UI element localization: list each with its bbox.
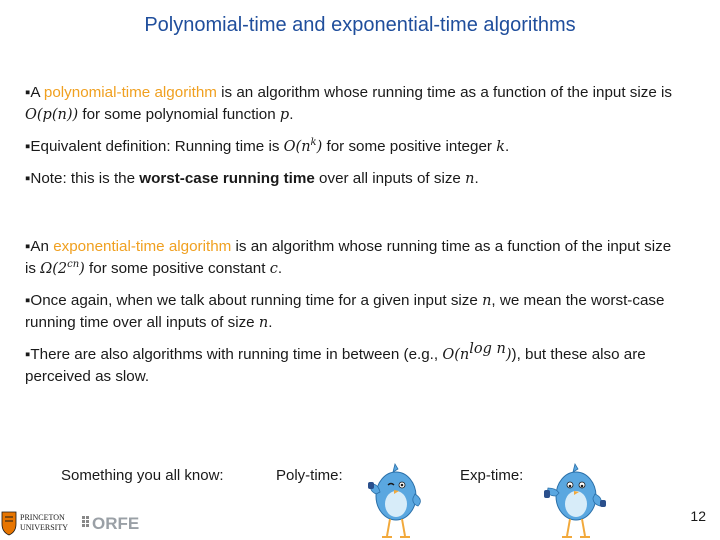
bullet-end: . xyxy=(474,170,479,187)
math-k: k xyxy=(496,139,505,155)
bullet-group-exponential xyxy=(25,236,675,398)
bullet-in-between xyxy=(25,341,675,388)
orfe-text: ORFE xyxy=(92,514,140,533)
bullet-text: ▪A xyxy=(25,84,44,101)
math-omega-2-cn xyxy=(40,261,85,277)
princeton-line2: UNIVERSITY xyxy=(20,523,68,532)
math-sup: k xyxy=(310,137,317,149)
math-n-log-n xyxy=(442,341,512,363)
slide-title: Polynomial-time and exponential-time algorithms xyxy=(144,14,576,36)
sad-bird-icon xyxy=(540,460,610,540)
math-o-p-n: O(p(n)) xyxy=(25,107,79,123)
math-c: c xyxy=(269,261,278,277)
bullet-poly-definition xyxy=(25,82,675,126)
math-close: ) xyxy=(505,347,512,363)
math-n: n xyxy=(482,293,492,309)
math-base: O(n xyxy=(283,139,311,155)
orfe-logo xyxy=(80,510,148,534)
bullet-note-worst-case xyxy=(25,168,675,190)
term-worst-case: worst-case running time xyxy=(139,170,315,187)
bullet-text: for some polynomial function xyxy=(78,106,280,123)
footer-label-know: Something you all know: xyxy=(61,467,224,484)
bullet-text: ▪There are also algorithms with running time in between (e.g., xyxy=(25,346,443,363)
math-base: O(n xyxy=(442,347,470,363)
term-exponential-time: exponential-time algorithm xyxy=(53,238,232,255)
math-close: ) xyxy=(316,139,323,155)
bullet-text: ▪Once again, when we talk about running time for a given input size xyxy=(25,292,483,309)
math-o-n-k xyxy=(284,139,323,155)
bullet-end: . xyxy=(268,314,273,331)
happy-bird-icon xyxy=(360,460,430,540)
math-n: n xyxy=(258,315,269,331)
math-n: n xyxy=(465,171,475,187)
bullet-text: , we mean the worst-case running time over all inputs of size xyxy=(25,292,665,331)
bullet-text: is an algorithm whose running time as a function of the input size is xyxy=(25,238,672,277)
bullet-equivalent-definition xyxy=(25,136,675,158)
math-p: p xyxy=(279,107,290,123)
bullet-text: ▪Note: this is the xyxy=(25,170,140,187)
bullet-text: for some positive integer xyxy=(322,138,497,155)
bullet-text: ▪An xyxy=(25,238,54,255)
bullet-once-again xyxy=(25,290,675,334)
bullet-exp-definition xyxy=(25,236,675,280)
term-polynomial-time: polynomial-time algorithm xyxy=(43,84,217,101)
page-number: 12 xyxy=(690,508,706,524)
bullet-end: . xyxy=(504,138,510,155)
footer-label-exp: Exp-time: xyxy=(460,467,524,484)
bullet-text: over all inputs of size xyxy=(314,170,466,187)
bullet-text: ▪Equivalent definition: Running time is xyxy=(25,138,284,155)
math-base: Ω(2 xyxy=(40,261,68,277)
princeton-line1: PRINCETON xyxy=(20,513,65,522)
bullet-end: . xyxy=(289,106,294,123)
bullet-text: for some positive constant xyxy=(84,260,270,277)
math-sup: log n xyxy=(469,341,506,358)
math-sup: cn xyxy=(67,259,80,271)
footer-label-poly: Poly-time: xyxy=(276,467,343,484)
bullet-group-polynomial xyxy=(25,82,675,200)
math-close: ) xyxy=(79,261,85,277)
princeton-logo xyxy=(0,508,72,536)
bullet-text: is an algorithm whose running time as a function of the input size is xyxy=(216,84,672,101)
bullet-end: . xyxy=(277,260,283,277)
bullet-text: ), but these also are perceived as slow. xyxy=(25,346,646,385)
